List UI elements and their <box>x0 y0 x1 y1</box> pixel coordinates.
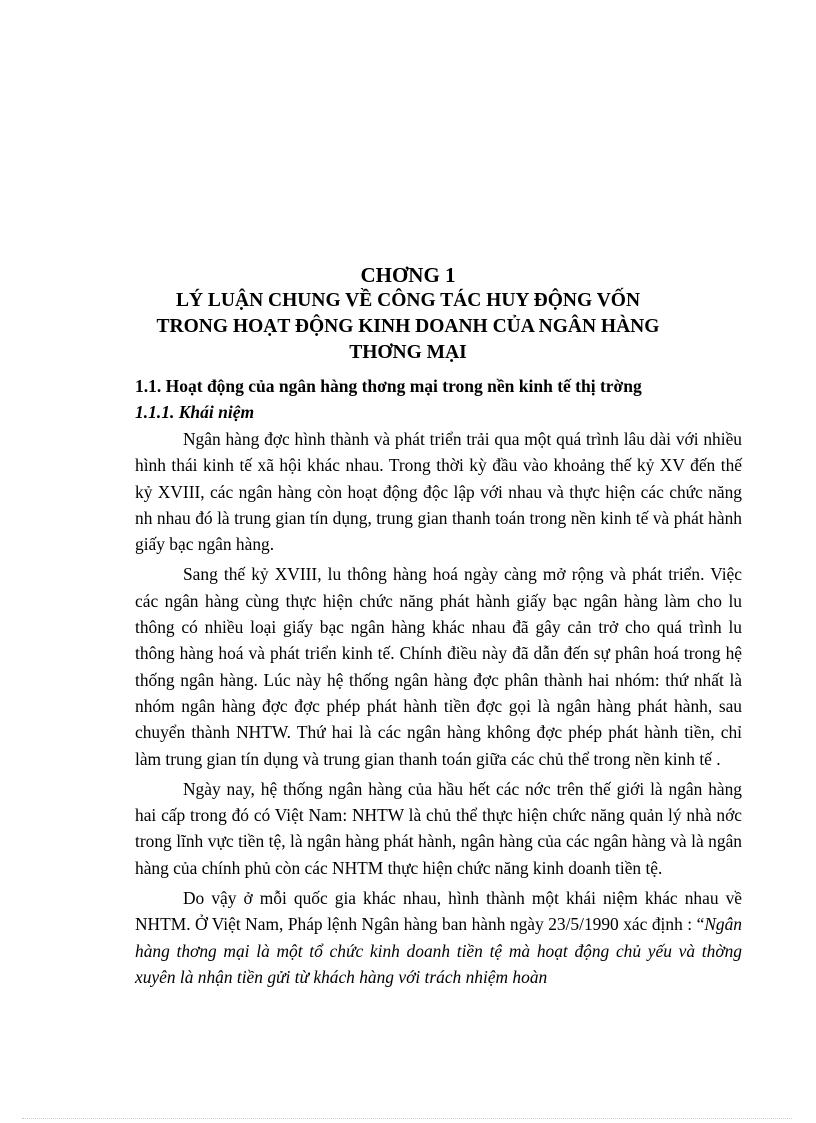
body-text <box>135 426 742 990</box>
chapter-title-line-3: THƠNG MẠI <box>349 342 467 363</box>
page-bottom-rule <box>22 1118 792 1119</box>
paragraph-3: Ngày nay, hệ thống ngân hàng của hầu hết các nớc trên thế giới là ngân hàng hai cấp trong đó có Việt Nam: NHTW là chủ thể thực hiện chức năng quản lý nhà nớc trong lĩnh vực tiền tệ, là ngân hàng phát hành, ngân hàng của các ngân hàng và là ngân hàng của chính phủ còn các NHTM thực hiện chức năng kinh doanh tiền tệ. <box>135 778 742 878</box>
section-heading: 1.1. Hoạt động của ngân hàng thơng mại trong nền kinh tế thị trờng <box>135 376 642 396</box>
definition-quote: Ngân hàng thơng mại là một tổ chức kinh doanh tiền tệ mà hoạt động chủ yếu và thờng xuyên là nhận tiền gửi từ khách hàng với trách nhiệm hoàn <box>135 914 742 987</box>
paragraph-2: Sang thế kỷ XVIII, lu thông hàng hoá ngày càng mở rộng và phát triển. Việc các ngân hàng cùng thực hiện chức năng phát hành giấy bạc ngân hàng làm cho lu thông có nhiều loại giấy bạc ngân hàng khác nhau đã gây cản trở cho quá trình lu thông hàng hoá và phát triển kinh tế. Chính điều này đã dẫn đến sự phân hoá trong hệ thống ngân hàng. Lúc này hệ thống ngân hàng đợc phân thành hai nhóm: thứ nhất là nhóm ngân hàng đợc đợc phép phát hành tiền đợc gọi là ngân hàng phát hành, sau chuyển thành NHTW. Thứ hai là các ngân hàng không đợc phép phát hành tiền, chỉ làm trung gian tín dụng và trung gian thanh toán giữa các chủ thể trong nền kinh tế . <box>135 564 742 769</box>
paragraph-4-text: Do vậy ở mỗi quốc gia khác nhau, hình thành một khái niệm khác nhau về NHTM. Ở Việt Nam, Pháp lệnh Ngân hàng ban hành ngày 23/5/1990 xác định : “ <box>135 888 742 935</box>
paragraph-1: Ngân hàng đợc hình thành và phát triển trải qua một quá trình lâu dài với nhiều hình thái kinh tế xã hội khác nhau. Trong thời kỳ đầu vào khoảng thế kỷ XV đến thế kỷ XVIII, các ngân hàng còn hoạt động độc lập với nhau và thực hiện các chức năng nh nhau đó là trung gian tín dụng, trung gian thanh toán trong nền kinh tế và phát hành giấy bạc ngân hàng. <box>135 429 742 555</box>
chapter-title-line-2: TRONG HOẠT ĐỘNG KINH DOANH CỦA NGÂN HÀNG <box>156 316 660 337</box>
chapter-title-line-1: LÝ LUẬN CHUNG VỀ CÔNG TÁC HUY ĐỘNG VỐN <box>175 290 641 311</box>
subsection-heading: 1.1.1. Khái niệm <box>135 402 255 422</box>
chapter-number: CHƠNG 1 <box>360 263 456 287</box>
paragraph-4 <box>135 885 742 990</box>
